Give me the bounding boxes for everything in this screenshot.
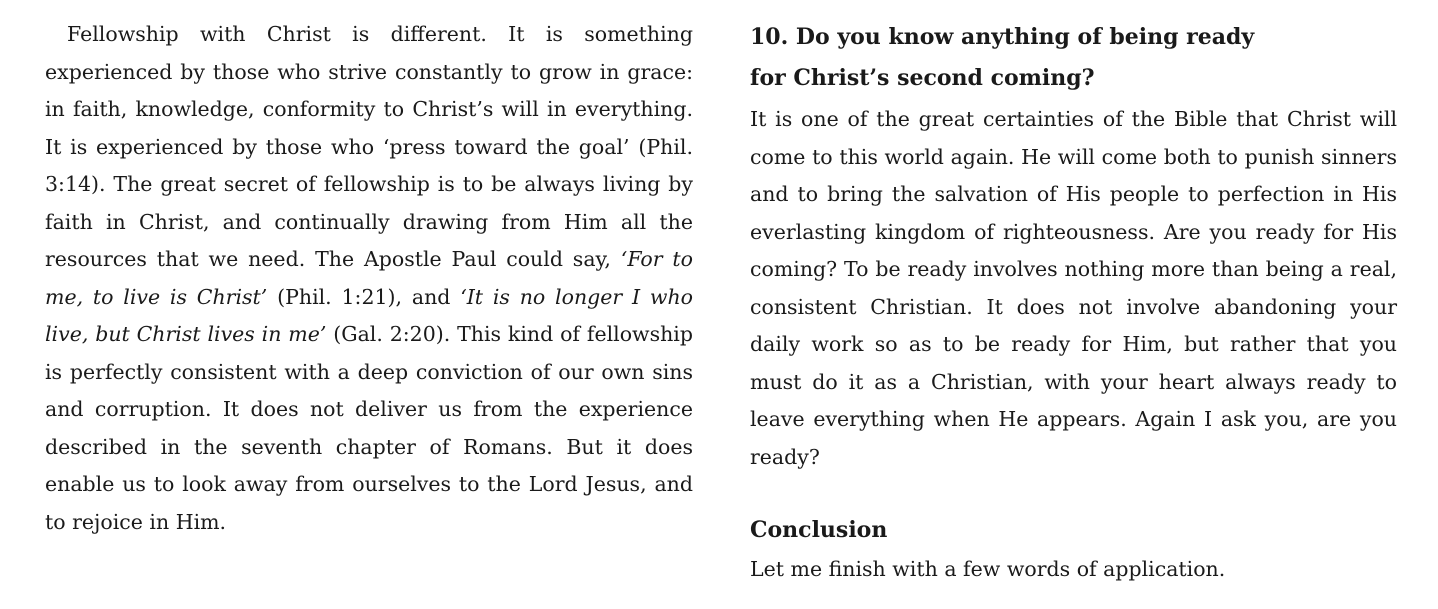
right-column xyxy=(750,16,1397,589)
scripture-quote-phil-1-21: ‘For to me, to live is Christ’ xyxy=(45,247,694,309)
question-10-heading xyxy=(750,17,1397,99)
paragraph-text-segment: (Gal. 2:20). This kind of fellowship is perfectly consistent with a deep conviction of our own sins and corruption. It does not deliver us from the experience described in the seventh chapter of Romans. But it does enable us to look away from ourselves to the Lord Jesus, and to rejoice in Him. xyxy=(45,322,693,534)
paragraph-text-segment: (Phil. 1:21), and xyxy=(267,284,461,309)
section-spacer xyxy=(750,476,1397,510)
conclusion-heading: Conclusion xyxy=(750,517,888,543)
paragraph-text-segment: Fellowship with Christ is different. It is something experienced by those who strive constantly to grow in grace: in faith, knowledge, conformity to Christ’s will in everything. It is experienced by those who ‘press toward the goal’ (Phil. 3:14). The great secret of fellowship is to be always living by faith in Christ, and continually drawing from Him all the resources that we need. The Apostle Paul could say, xyxy=(45,22,693,271)
heading-line: 10. Do you know anything of being ready xyxy=(750,24,1255,50)
fellowship-paragraph xyxy=(45,16,693,541)
second-coming-paragraph: It is one of the great certainties of the Bible that Christ will come to this world again. He will come both to punish sinners and to bring the salvation of His people to perfection in His everlasting kingdom of righteousness. Are you ready for His coming? To be ready involves nothing more than being a real, consistent Christian. It does not involve abandoning your daily work so as to be ready for Him, but rather that you must do it as a Christian, with your heart always ready to leave everything when He appears. Again I ask you, are you ready? xyxy=(750,107,1397,469)
left-column xyxy=(45,16,693,541)
conclusion-paragraph: Let me finish with a few words of application. xyxy=(750,557,1226,581)
heading-line: for Christ’s second coming? xyxy=(750,65,1095,91)
scripture-quote-gal-2-20: ‘It is no longer I who live, but Christ lives in me’ xyxy=(45,284,693,346)
